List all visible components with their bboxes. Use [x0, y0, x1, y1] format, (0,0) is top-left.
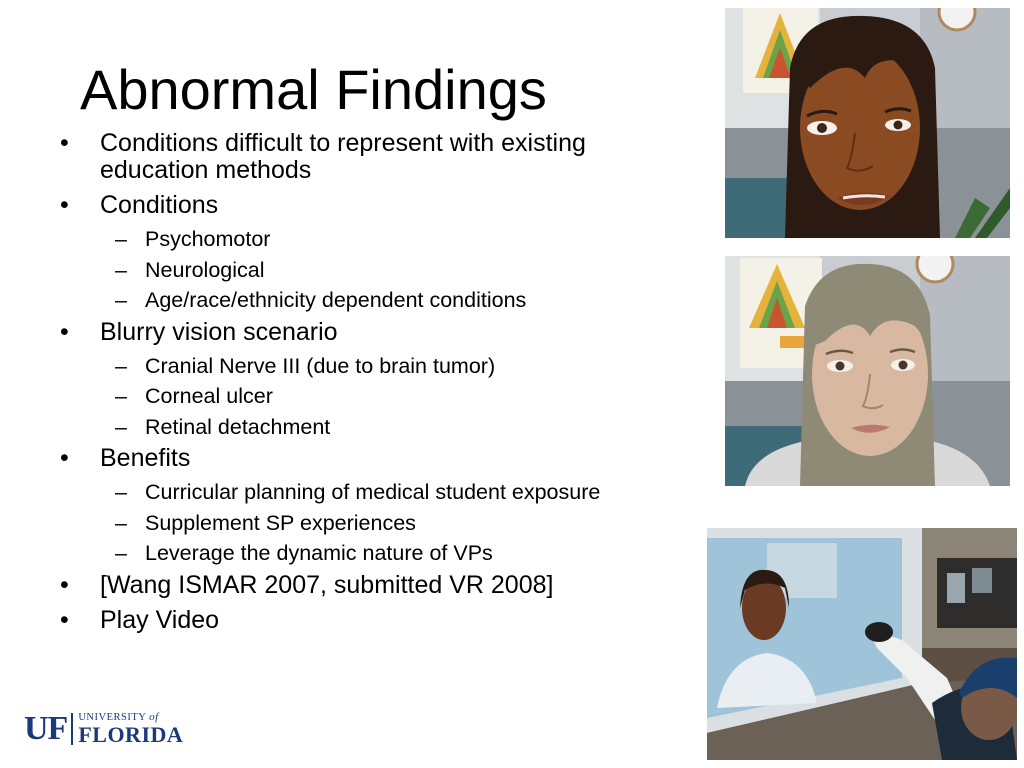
bullet-marker: • [60, 570, 69, 599]
sub-bullet-marker: – [115, 480, 127, 504]
bullet-marker: • [60, 129, 69, 157]
sub-bullet-text: Corneal ulcer [145, 384, 273, 408]
logo-divider [71, 713, 73, 745]
bullet-marker: • [60, 317, 69, 346]
logo-wordmark [78, 712, 183, 746]
sub-bullet-text: Leverage the dynamic nature of VPs [145, 541, 493, 565]
sub-bullet-item [60, 288, 700, 313]
sub-bullet-item [60, 511, 700, 536]
bullet-text: Conditions [100, 191, 219, 219]
sub-bullet-item [60, 415, 700, 440]
uf-monogram: UF [24, 710, 68, 747]
sub-bullet-marker: – [115, 288, 127, 312]
sub-bullet-marker: – [115, 353, 127, 378]
sub-bullet-item [60, 258, 700, 283]
bullet-text: Conditions difficult to represent with existing education methods [100, 129, 586, 184]
bullet-text: Benefits [100, 444, 191, 472]
sub-bullet-text: Age/race/ethnicity dependent conditions [145, 288, 527, 312]
sub-bullet-marker: – [115, 541, 127, 565]
bullet-item[interactable] [60, 607, 700, 634]
sub-bullet-item [60, 227, 700, 252]
sub-bullet-marker: – [115, 414, 127, 439]
logo-of: of [149, 711, 159, 724]
virtual-patient-photo-middle [725, 256, 1010, 486]
bullet-item [60, 319, 700, 346]
bullet-item [60, 130, 700, 184]
logo-florida: FLORIDA [78, 721, 184, 747]
virtual-patient-photo-top [725, 8, 1010, 238]
sub-bullet-text: Cranial Nerve III (due to brain tumor) [145, 353, 496, 378]
interaction-photo-bottom [707, 528, 1017, 760]
sub-bullet-text: Neurological [145, 257, 265, 282]
bullet-text: Blurry vision scenario [100, 317, 338, 346]
uf-logo [24, 712, 183, 746]
sub-bullet-text: Retinal detachment [145, 414, 331, 439]
sub-bullet-item [60, 384, 700, 409]
sub-bullet-item [60, 354, 700, 379]
sub-bullet-marker: – [115, 510, 127, 535]
sub-bullet-item [60, 541, 700, 566]
sub-bullet-marker: – [115, 257, 127, 282]
sub-bullet-text: Supplement SP experiences [145, 510, 416, 535]
slide-title: Abnormal Findings [80, 58, 547, 121]
bullet-list [60, 130, 700, 642]
bullet-item [60, 445, 700, 472]
bullet-item [60, 572, 700, 599]
bullet-item [60, 192, 700, 219]
sub-bullet-marker: – [115, 384, 127, 408]
bullet-text: [Wang ISMAR 2007, submitted VR 2008] [100, 570, 554, 599]
bullet-marker: • [60, 444, 69, 472]
sub-bullet-item [60, 480, 700, 505]
sub-bullet-text: Psychomotor [145, 227, 271, 251]
sub-bullet-text: Curricular planning of medical student exposure [145, 480, 601, 504]
bullet-marker: • [60, 191, 69, 219]
bullet-marker: • [60, 605, 69, 634]
logo-university: UNIVERSITY [78, 712, 146, 724]
play-video-link[interactable]: Play Video [100, 605, 220, 634]
sub-bullet-marker: – [115, 227, 127, 251]
